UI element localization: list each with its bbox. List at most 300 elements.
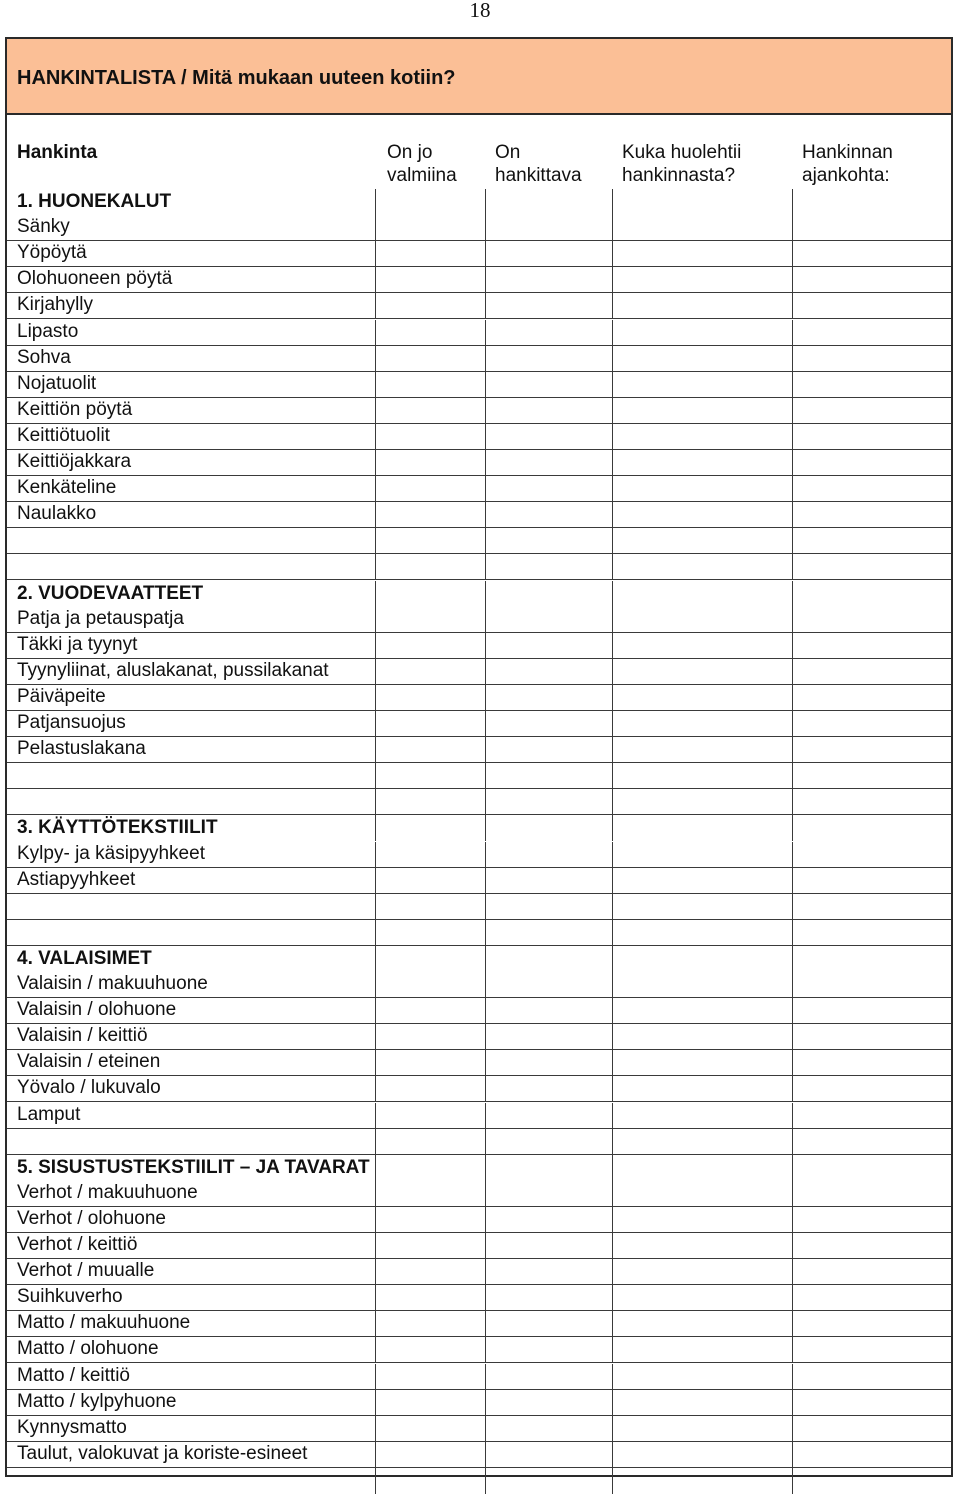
table-row <box>7 241 951 267</box>
date-cell[interactable] <box>792 1416 951 1442</box>
date-cell[interactable] <box>792 633 951 659</box>
item-label: Yöpöytä <box>17 242 87 264</box>
section-heading: 1. HUONEKALUT <box>17 191 172 213</box>
to-buy-cell[interactable] <box>485 1155 612 1181</box>
responsible-cell[interactable] <box>612 372 792 398</box>
ready-cell[interactable] <box>375 1285 485 1311</box>
item-cell <box>7 320 375 346</box>
ready-cell[interactable] <box>375 476 485 502</box>
ready-cell[interactable] <box>375 842 485 868</box>
ready-cell[interactable] <box>375 1416 485 1442</box>
table-row <box>7 789 951 815</box>
item-label: Keittiön pöytä <box>17 398 133 420</box>
ready-cell[interactable] <box>375 1233 485 1259</box>
table-row <box>7 424 951 450</box>
responsible-cell[interactable] <box>612 607 792 633</box>
ready-cell[interactable] <box>375 1181 485 1207</box>
ready-cell[interactable] <box>375 633 485 659</box>
item-cell <box>7 868 375 894</box>
to-buy-cell[interactable] <box>485 1181 612 1207</box>
item-cell <box>7 1442 375 1468</box>
date-cell[interactable] <box>792 1364 951 1390</box>
date-cell[interactable] <box>792 476 951 502</box>
ready-cell[interactable] <box>375 1050 485 1076</box>
item-cell <box>7 1024 375 1050</box>
responsible-cell[interactable] <box>612 1259 792 1285</box>
to-buy-cell[interactable] <box>485 815 612 841</box>
purchase-table <box>5 115 953 1477</box>
to-buy-cell[interactable] <box>485 842 612 868</box>
item-cell <box>7 476 375 502</box>
responsible-cell[interactable] <box>612 789 792 815</box>
ready-cell[interactable] <box>375 1364 485 1390</box>
ready-cell[interactable] <box>375 372 485 398</box>
date-cell[interactable] <box>792 528 951 554</box>
date-cell[interactable] <box>792 450 951 476</box>
table-row <box>7 842 951 868</box>
date-cell[interactable] <box>792 998 951 1024</box>
ready-cell[interactable] <box>375 1076 485 1102</box>
date-cell[interactable] <box>792 972 951 998</box>
date-cell[interactable] <box>792 581 951 607</box>
responsible-cell[interactable] <box>612 998 792 1024</box>
item-label: Valaisin / eteinen <box>17 1051 161 1073</box>
table-row <box>7 737 951 763</box>
ready-cell[interactable] <box>375 1337 485 1363</box>
item-cell <box>7 554 375 580</box>
to-buy-cell[interactable] <box>485 320 612 346</box>
to-buy-cell[interactable] <box>485 1076 612 1102</box>
responsible-cell[interactable] <box>612 450 792 476</box>
responsible-cell[interactable] <box>612 215 792 241</box>
to-buy-cell[interactable] <box>485 685 612 711</box>
to-buy-cell[interactable] <box>485 1390 612 1416</box>
responsible-cell[interactable] <box>612 1233 792 1259</box>
item-label: Verhot / makuuhuone <box>17 1181 198 1203</box>
responsible-cell[interactable] <box>612 267 792 293</box>
ready-cell[interactable] <box>375 1311 485 1337</box>
to-buy-cell[interactable] <box>485 450 612 476</box>
item-cell <box>7 346 375 372</box>
item-cell <box>7 815 375 841</box>
table-row <box>7 528 951 554</box>
ready-cell[interactable] <box>375 711 485 737</box>
to-buy-cell[interactable] <box>485 1311 612 1337</box>
to-buy-cell[interactable] <box>485 293 612 319</box>
table-row <box>7 972 951 998</box>
responsible-cell[interactable] <box>612 894 792 920</box>
item-cell <box>7 1103 375 1129</box>
date-cell[interactable] <box>792 398 951 424</box>
to-buy-cell[interactable] <box>485 476 612 502</box>
date-cell[interactable] <box>792 894 951 920</box>
table-row <box>7 920 951 946</box>
ready-cell[interactable] <box>375 1155 485 1181</box>
item-cell <box>7 1207 375 1233</box>
date-cell[interactable] <box>792 215 951 241</box>
item-cell <box>7 633 375 659</box>
header-ready <box>375 115 485 189</box>
responsible-cell[interactable] <box>612 1337 792 1363</box>
header-ready-line2: valmiina <box>387 165 457 186</box>
ready-cell[interactable] <box>375 815 485 841</box>
date-cell[interactable] <box>792 607 951 633</box>
ready-cell[interactable] <box>375 1207 485 1233</box>
table-row <box>7 1285 951 1311</box>
to-buy-cell[interactable] <box>485 215 612 241</box>
item-cell <box>7 293 375 319</box>
ready-cell[interactable] <box>375 685 485 711</box>
responsible-cell[interactable] <box>612 1442 792 1468</box>
item-cell <box>7 659 375 685</box>
responsible-cell[interactable] <box>612 1416 792 1442</box>
responsible-cell[interactable] <box>612 1181 792 1207</box>
item-label: Päiväpeite <box>17 685 106 707</box>
responsible-cell[interactable] <box>612 1024 792 1050</box>
ready-cell[interactable] <box>375 267 485 293</box>
date-cell[interactable] <box>792 842 951 868</box>
table-row <box>7 1024 951 1050</box>
date-cell[interactable] <box>792 815 951 841</box>
ready-cell[interactable] <box>375 1390 485 1416</box>
item-label: Patja ja petauspatja <box>17 607 184 629</box>
to-buy-cell[interactable] <box>485 972 612 998</box>
to-buy-cell[interactable] <box>485 659 612 685</box>
date-cell[interactable] <box>792 1442 951 1468</box>
responsible-cell[interactable] <box>612 320 792 346</box>
table-row <box>7 502 951 528</box>
ready-cell[interactable] <box>375 789 485 815</box>
date-cell[interactable] <box>792 946 951 972</box>
ready-cell[interactable] <box>375 241 485 267</box>
date-cell[interactable] <box>792 1259 951 1285</box>
ready-cell[interactable] <box>375 737 485 763</box>
responsible-cell[interactable] <box>612 1285 792 1311</box>
responsible-cell[interactable] <box>612 241 792 267</box>
to-buy-cell[interactable] <box>485 1364 612 1390</box>
header-item <box>7 115 375 189</box>
responsible-cell[interactable] <box>612 763 792 789</box>
date-cell[interactable] <box>792 868 951 894</box>
to-buy-cell[interactable] <box>485 1207 612 1233</box>
to-buy-cell[interactable] <box>485 424 612 450</box>
table-row <box>7 554 951 580</box>
table-row <box>7 450 951 476</box>
ready-cell[interactable] <box>375 398 485 424</box>
responsible-cell[interactable] <box>612 685 792 711</box>
item-cell <box>7 1259 375 1285</box>
responsible-cell[interactable] <box>612 1076 792 1102</box>
ready-cell[interactable] <box>375 554 485 580</box>
date-cell[interactable] <box>792 659 951 685</box>
date-cell[interactable] <box>792 1050 951 1076</box>
to-buy-cell[interactable] <box>485 1285 612 1311</box>
item-label: Sänky <box>17 216 70 238</box>
date-cell[interactable] <box>792 424 951 450</box>
table-row <box>7 293 951 319</box>
item-label: Kylpy- ja käsipyyhkeet <box>17 842 205 864</box>
responsible-cell[interactable] <box>612 581 792 607</box>
item-cell <box>7 1076 375 1102</box>
table-row <box>7 685 951 711</box>
ready-cell[interactable] <box>375 1259 485 1285</box>
item-cell <box>7 241 375 267</box>
item-cell <box>7 1416 375 1442</box>
section-heading: 4. VALAISIMET <box>17 947 152 969</box>
responsible-cell[interactable] <box>612 293 792 319</box>
to-buy-cell[interactable] <box>485 346 612 372</box>
responsible-cell[interactable] <box>612 659 792 685</box>
to-buy-cell[interactable] <box>485 1024 612 1050</box>
header-item-label: Hankinta <box>17 142 98 163</box>
to-buy-cell[interactable] <box>485 789 612 815</box>
responsible-cell[interactable] <box>612 346 792 372</box>
header-to-buy-line2: hankittava <box>495 165 582 186</box>
to-buy-cell[interactable] <box>485 633 612 659</box>
date-cell[interactable] <box>792 293 951 319</box>
date-cell[interactable] <box>792 502 951 528</box>
date-cell[interactable] <box>792 763 951 789</box>
ready-cell[interactable] <box>375 763 485 789</box>
responsible-cell[interactable] <box>612 815 792 841</box>
ready-cell[interactable] <box>375 659 485 685</box>
item-label: Verhot / muualle <box>17 1260 155 1282</box>
to-buy-cell[interactable] <box>485 502 612 528</box>
item-cell <box>7 763 375 789</box>
table-header <box>7 115 951 189</box>
date-cell[interactable] <box>792 1181 951 1207</box>
to-buy-cell[interactable] <box>485 554 612 580</box>
date-cell[interactable] <box>792 1233 951 1259</box>
item-label: Taulut, valokuvat ja koriste-esineet <box>17 1442 308 1464</box>
ready-cell[interactable] <box>375 346 485 372</box>
section-heading-row <box>7 815 951 841</box>
item-cell <box>7 398 375 424</box>
responsible-cell[interactable] <box>612 920 792 946</box>
item-label: Olohuoneen pöytä <box>17 268 173 290</box>
date-cell[interactable] <box>792 1129 951 1155</box>
item-cell <box>7 267 375 293</box>
section-heading: 5. SISUSTUSTEKSTIILIT – JA TAVARAT <box>17 1156 370 1178</box>
page-title: HANKINTALISTA / Mitä mukaan uuteen kotiin? <box>17 67 456 89</box>
to-buy-cell[interactable] <box>485 737 612 763</box>
date-cell[interactable] <box>792 346 951 372</box>
table-row <box>7 372 951 398</box>
ready-cell[interactable] <box>375 502 485 528</box>
date-cell[interactable] <box>792 685 951 711</box>
table-row <box>7 1364 951 1390</box>
item-label: Keittiöjakkara <box>17 451 132 473</box>
ready-cell[interactable] <box>375 998 485 1024</box>
date-cell[interactable] <box>792 1390 951 1416</box>
to-buy-cell[interactable] <box>485 241 612 267</box>
ready-cell[interactable] <box>375 528 485 554</box>
item-cell <box>7 1285 375 1311</box>
responsible-cell[interactable] <box>612 633 792 659</box>
responsible-cell[interactable] <box>612 1155 792 1181</box>
responsible-cell[interactable] <box>612 502 792 528</box>
item-cell <box>7 842 375 868</box>
ready-cell[interactable] <box>375 215 485 241</box>
header-when-line1: Hankinnan <box>802 142 893 163</box>
ready-cell[interactable] <box>375 293 485 319</box>
date-cell[interactable] <box>792 737 951 763</box>
ready-cell[interactable] <box>375 1129 485 1155</box>
to-buy-cell[interactable] <box>485 1233 612 1259</box>
table-row <box>7 1207 951 1233</box>
date-cell[interactable] <box>792 1285 951 1311</box>
to-buy-cell[interactable] <box>485 1259 612 1285</box>
to-buy-cell[interactable] <box>485 398 612 424</box>
date-cell[interactable] <box>792 189 951 215</box>
responsible-cell[interactable] <box>612 1364 792 1390</box>
to-buy-cell[interactable] <box>485 1442 612 1468</box>
item-cell <box>7 1337 375 1363</box>
table-row <box>7 1129 951 1155</box>
table-row <box>7 1259 951 1285</box>
responsible-cell[interactable] <box>612 1311 792 1337</box>
date-cell[interactable] <box>792 1311 951 1337</box>
item-cell <box>7 1364 375 1390</box>
to-buy-cell[interactable] <box>485 581 612 607</box>
to-buy-cell[interactable] <box>485 868 612 894</box>
item-cell <box>7 424 375 450</box>
responsible-cell[interactable] <box>612 476 792 502</box>
table-row <box>7 320 951 346</box>
header-to-buy <box>485 115 612 189</box>
date-cell[interactable] <box>792 920 951 946</box>
ready-cell[interactable] <box>375 320 485 346</box>
date-cell[interactable] <box>792 1155 951 1181</box>
table-row <box>7 607 951 633</box>
date-cell[interactable] <box>792 1207 951 1233</box>
responsible-cell[interactable] <box>612 868 792 894</box>
to-buy-cell[interactable] <box>485 607 612 633</box>
item-label: Valaisin / makuuhuone <box>17 973 208 995</box>
responsible-cell[interactable] <box>612 711 792 737</box>
date-cell[interactable] <box>792 1337 951 1363</box>
ready-cell[interactable] <box>375 972 485 998</box>
table-row <box>7 1337 951 1363</box>
table-row <box>7 267 951 293</box>
item-label: Verhot / olohuone <box>17 1207 166 1229</box>
to-buy-cell[interactable] <box>485 528 612 554</box>
date-cell[interactable] <box>792 1024 951 1050</box>
header-who <box>612 115 792 189</box>
table-row <box>7 633 951 659</box>
item-cell <box>7 1311 375 1337</box>
to-buy-cell[interactable] <box>485 189 612 215</box>
date-cell[interactable] <box>792 372 951 398</box>
responsible-cell[interactable] <box>612 1050 792 1076</box>
ready-cell[interactable] <box>375 607 485 633</box>
responsible-cell[interactable] <box>612 424 792 450</box>
responsible-cell[interactable] <box>612 1129 792 1155</box>
date-cell[interactable] <box>792 789 951 815</box>
responsible-cell[interactable] <box>612 1390 792 1416</box>
responsible-cell[interactable] <box>612 737 792 763</box>
date-cell[interactable] <box>792 241 951 267</box>
to-buy-cell[interactable] <box>485 1103 612 1129</box>
date-cell[interactable] <box>792 267 951 293</box>
header-to-buy-line1: On <box>495 142 521 163</box>
to-buy-cell[interactable] <box>485 946 612 972</box>
ready-cell[interactable] <box>375 1103 485 1129</box>
ready-cell[interactable] <box>375 1442 485 1468</box>
item-cell <box>7 502 375 528</box>
to-buy-cell[interactable] <box>485 1129 612 1155</box>
title-bar <box>5 37 953 115</box>
to-buy-cell[interactable] <box>485 372 612 398</box>
item-label: Yövalo / lukuvalo <box>17 1077 161 1099</box>
ready-cell[interactable] <box>375 868 485 894</box>
responsible-cell[interactable] <box>612 842 792 868</box>
ready-cell[interactable] <box>375 189 485 215</box>
to-buy-cell[interactable] <box>485 711 612 737</box>
item-cell <box>7 581 375 607</box>
responsible-cell[interactable] <box>612 1103 792 1129</box>
table-row <box>7 894 951 920</box>
responsible-cell[interactable] <box>612 398 792 424</box>
table-row <box>7 1311 951 1337</box>
item-label: Täkki ja tyynyt <box>17 633 138 655</box>
item-label: Lamput <box>17 1103 81 1125</box>
ready-cell[interactable] <box>375 450 485 476</box>
item-label: Lipasto <box>17 320 79 342</box>
item-label: Valaisin / keittiö <box>17 1025 148 1047</box>
date-cell[interactable] <box>792 320 951 346</box>
item-cell <box>7 685 375 711</box>
to-buy-cell[interactable] <box>485 920 612 946</box>
responsible-cell[interactable] <box>612 554 792 580</box>
to-buy-cell[interactable] <box>485 894 612 920</box>
ready-cell[interactable] <box>375 920 485 946</box>
ready-cell[interactable] <box>375 1024 485 1050</box>
ready-cell[interactable] <box>375 581 485 607</box>
responsible-cell[interactable] <box>612 189 792 215</box>
responsible-cell[interactable] <box>612 972 792 998</box>
responsible-cell[interactable] <box>612 528 792 554</box>
date-cell[interactable] <box>792 1076 951 1102</box>
section-heading: 3. KÄYTTÖTEKSTIILIT <box>17 817 218 839</box>
to-buy-cell[interactable] <box>485 998 612 1024</box>
to-buy-cell[interactable] <box>485 763 612 789</box>
page-number: 18 <box>469 0 491 22</box>
date-cell[interactable] <box>792 711 951 737</box>
responsible-cell[interactable] <box>612 946 792 972</box>
to-buy-cell[interactable] <box>485 1337 612 1363</box>
table-row <box>7 1103 951 1129</box>
table-row <box>7 1181 951 1207</box>
section-heading: 2. VUODEVAATTEET <box>17 582 204 604</box>
header-when <box>792 115 951 189</box>
item-cell <box>7 528 375 554</box>
ready-cell[interactable] <box>375 424 485 450</box>
date-cell[interactable] <box>792 554 951 580</box>
section-heading-row <box>7 581 951 607</box>
table-row <box>7 1442 951 1468</box>
date-cell[interactable] <box>792 1103 951 1129</box>
item-cell <box>7 894 375 920</box>
item-cell <box>7 920 375 946</box>
to-buy-cell[interactable] <box>485 1416 612 1442</box>
to-buy-cell[interactable] <box>485 1050 612 1076</box>
item-cell <box>7 189 375 215</box>
ready-cell[interactable] <box>375 894 485 920</box>
responsible-cell[interactable] <box>612 1207 792 1233</box>
ready-cell[interactable] <box>375 946 485 972</box>
to-buy-cell[interactable] <box>485 267 612 293</box>
